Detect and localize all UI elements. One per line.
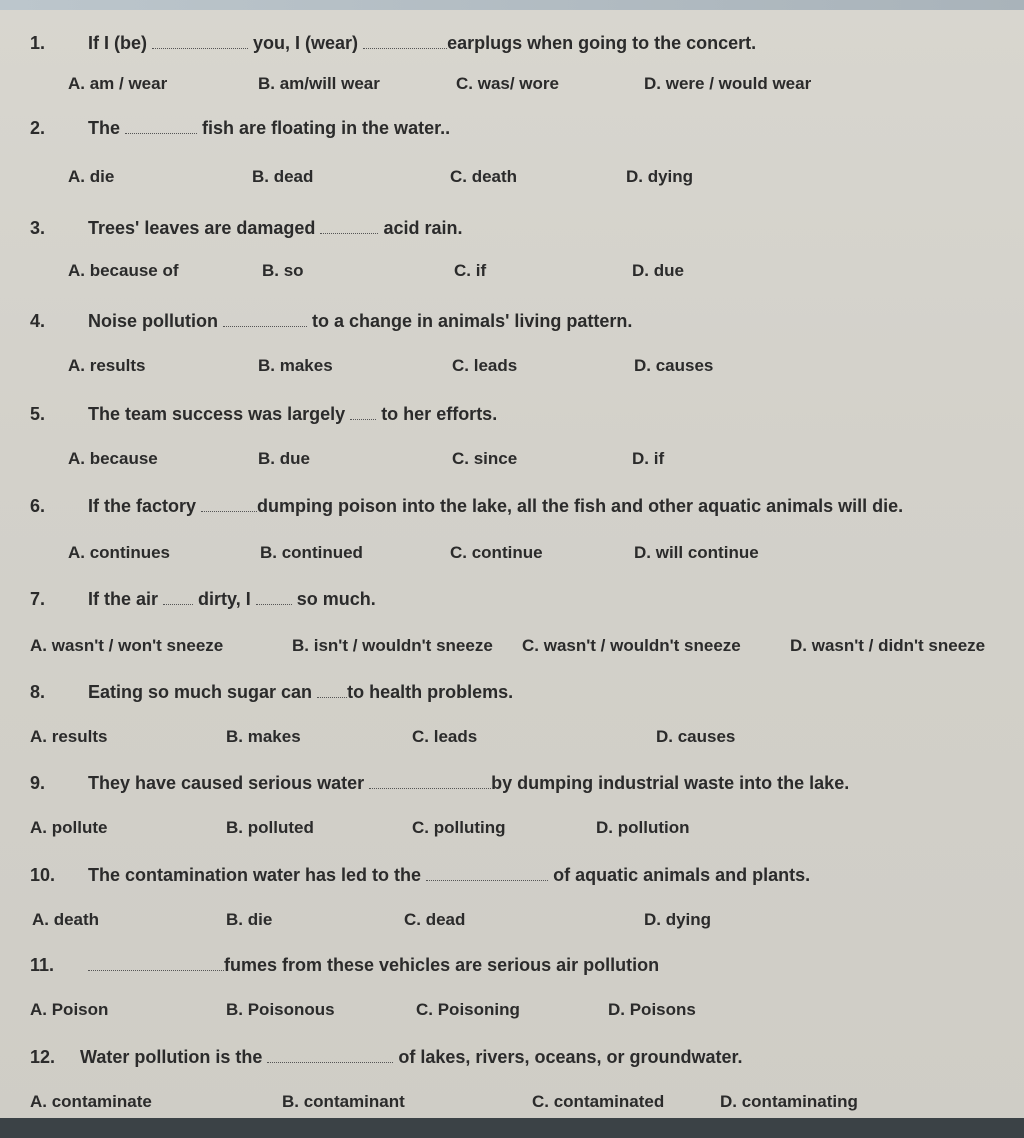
question-number: 7.	[30, 589, 46, 610]
option-d[interactable]: D. wasn't / didn't sneeze	[790, 636, 986, 655]
answer-blank	[152, 32, 248, 49]
question-text-after: of lakes, rivers, oceans, or groundwater.	[398, 1047, 743, 1068]
option-b[interactable]: B. due	[258, 449, 310, 468]
option-c[interactable]: C. wasn't / wouldn't sneeze	[522, 636, 741, 655]
option-b[interactable]: B. dead	[252, 167, 314, 186]
option-b[interactable]: B. makes	[258, 356, 333, 375]
options-row	[0, 74, 1024, 98]
question-text-after: dumping poison into the lake, all the fish and other aquatic animals will die.	[257, 496, 904, 517]
top-edge	[0, 0, 1024, 10]
option-b[interactable]: B. die	[226, 910, 273, 929]
option-a[interactable]: A. results	[30, 727, 108, 746]
options-row	[0, 543, 1024, 567]
option-d[interactable]: D. dying	[626, 167, 694, 186]
question-number: 6.	[30, 496, 46, 517]
options-row	[0, 1000, 1024, 1024]
option-a[interactable]: A. results	[68, 356, 146, 375]
question-number: 5.	[30, 404, 46, 425]
question-number: 3.	[30, 218, 46, 239]
option-a[interactable]: A. because of	[68, 261, 179, 280]
option-c[interactable]: C. was/ wore	[456, 74, 559, 93]
option-c[interactable]: C. if	[454, 261, 487, 280]
answer-blank	[320, 217, 378, 234]
question-text-before: Noise pollution	[88, 311, 218, 332]
answer-blank	[317, 681, 347, 698]
question-text-before: They have caused serious water	[88, 773, 365, 794]
options-row	[0, 636, 1024, 660]
question-text-after: so much.	[296, 589, 376, 610]
option-a[interactable]: A. continues	[68, 543, 171, 562]
answer-blank	[88, 954, 224, 971]
option-a[interactable]: A. pollute	[30, 818, 108, 837]
option-c[interactable]: C. leads	[452, 356, 518, 375]
answer-blank	[125, 117, 197, 134]
question-text-before: Eating so much sugar can	[88, 682, 313, 703]
option-b[interactable]: B. am/will wear	[258, 74, 380, 93]
options-row	[0, 167, 1024, 191]
question-number: 12.	[30, 1047, 56, 1068]
option-d[interactable]: D. causes	[656, 727, 736, 746]
question-number: 2.	[30, 118, 46, 139]
option-c[interactable]: C. polluting	[412, 818, 506, 837]
question-text-before: If the air	[88, 589, 159, 610]
option-c[interactable]: C. dead	[404, 910, 466, 929]
option-a[interactable]: A. die	[68, 167, 115, 186]
option-c[interactable]: C. death	[450, 167, 518, 186]
option-a[interactable]: A. contaminate	[30, 1092, 152, 1111]
option-d[interactable]: D. pollution	[596, 818, 690, 837]
options-row	[0, 261, 1024, 285]
options-row	[0, 449, 1024, 473]
question-number: 8.	[30, 682, 46, 703]
question-text-mid: you, I (wear)	[253, 33, 359, 54]
options-row	[0, 910, 1024, 934]
option-a[interactable]: A. am / wear	[68, 74, 168, 93]
question-text-before: If I (be)	[88, 33, 147, 54]
question-text-after: acid rain.	[383, 218, 463, 239]
options-row	[0, 818, 1024, 842]
option-c[interactable]: C. leads	[412, 727, 478, 746]
options-row	[0, 727, 1024, 751]
option-c[interactable]: C. contaminated	[532, 1092, 665, 1111]
option-a[interactable]: A. wasn't / won't sneeze	[30, 636, 224, 655]
option-c[interactable]: C. since	[452, 449, 518, 468]
question-text-before: The team success was largely	[88, 404, 346, 425]
answer-blank	[369, 772, 491, 789]
option-d[interactable]: D. contaminating	[720, 1092, 858, 1111]
question-text-after: to her efforts.	[381, 404, 498, 425]
question-text-before: The	[88, 118, 121, 139]
bottom-edge	[0, 1118, 1024, 1138]
question-number: 10.	[30, 865, 56, 886]
option-a[interactable]: A. death	[32, 910, 100, 929]
question-text-after: fish are floating in the water..	[202, 118, 451, 139]
question-text-after: to health problems.	[347, 682, 514, 703]
option-b[interactable]: B. Poisonous	[226, 1000, 335, 1019]
options-row	[0, 1092, 1024, 1116]
answer-blank	[350, 403, 376, 420]
option-d[interactable]: D. causes	[634, 356, 714, 375]
question-text-before: The contamination water has led to the	[88, 865, 422, 886]
option-d[interactable]: D. Poisons	[608, 1000, 696, 1019]
answer-blank	[426, 864, 548, 881]
option-b[interactable]: B. contaminant	[282, 1092, 405, 1111]
option-c[interactable]: C. continue	[450, 543, 543, 562]
answer-blank	[267, 1046, 393, 1063]
question-text-after: earplugs when going to the concert.	[447, 33, 757, 54]
question-text-before: Trees' leaves are damaged	[88, 218, 316, 239]
question-text-mid: dirty, I	[198, 589, 251, 610]
answer-blank	[223, 310, 307, 327]
options-row	[0, 356, 1024, 380]
question-text-before: If the factory	[88, 496, 197, 517]
question-number: 1.	[30, 33, 46, 54]
option-d[interactable]: D. dying	[644, 910, 712, 929]
option-a[interactable]: A. Poison	[30, 1000, 109, 1019]
option-d[interactable]: D. if	[632, 449, 665, 468]
question-text-before: Water pollution is the	[80, 1047, 263, 1068]
option-d[interactable]: D. will continue	[634, 543, 759, 562]
answer-blank	[163, 588, 193, 605]
option-b[interactable]: B. polluted	[226, 818, 314, 837]
answer-blank	[363, 32, 447, 49]
option-b[interactable]: B. continued	[260, 543, 363, 562]
question-text-after: of aquatic animals and plants.	[553, 865, 811, 886]
question-number: 9.	[30, 773, 46, 794]
option-b[interactable]: B. makes	[226, 727, 301, 746]
question-number: 4.	[30, 311, 46, 332]
option-d[interactable]: D. due	[632, 261, 684, 280]
question-text-after: by dumping industrial waste into the lake.	[491, 773, 850, 794]
option-d[interactable]: D. were / would wear	[644, 74, 812, 93]
option-b[interactable]: B. isn't / wouldn't sneeze	[292, 636, 493, 655]
question-text-after: fumes from these vehicles are serious air pollution	[224, 955, 660, 976]
answer-blank	[201, 495, 257, 512]
option-c[interactable]: C. Poisoning	[416, 1000, 520, 1019]
option-b[interactable]: B. so	[262, 261, 304, 280]
answer-blank	[256, 588, 292, 605]
question-text-after: to a change in animals' living pattern.	[312, 311, 633, 332]
option-a[interactable]: A. because	[68, 449, 158, 468]
question-number: 11.	[30, 955, 55, 976]
